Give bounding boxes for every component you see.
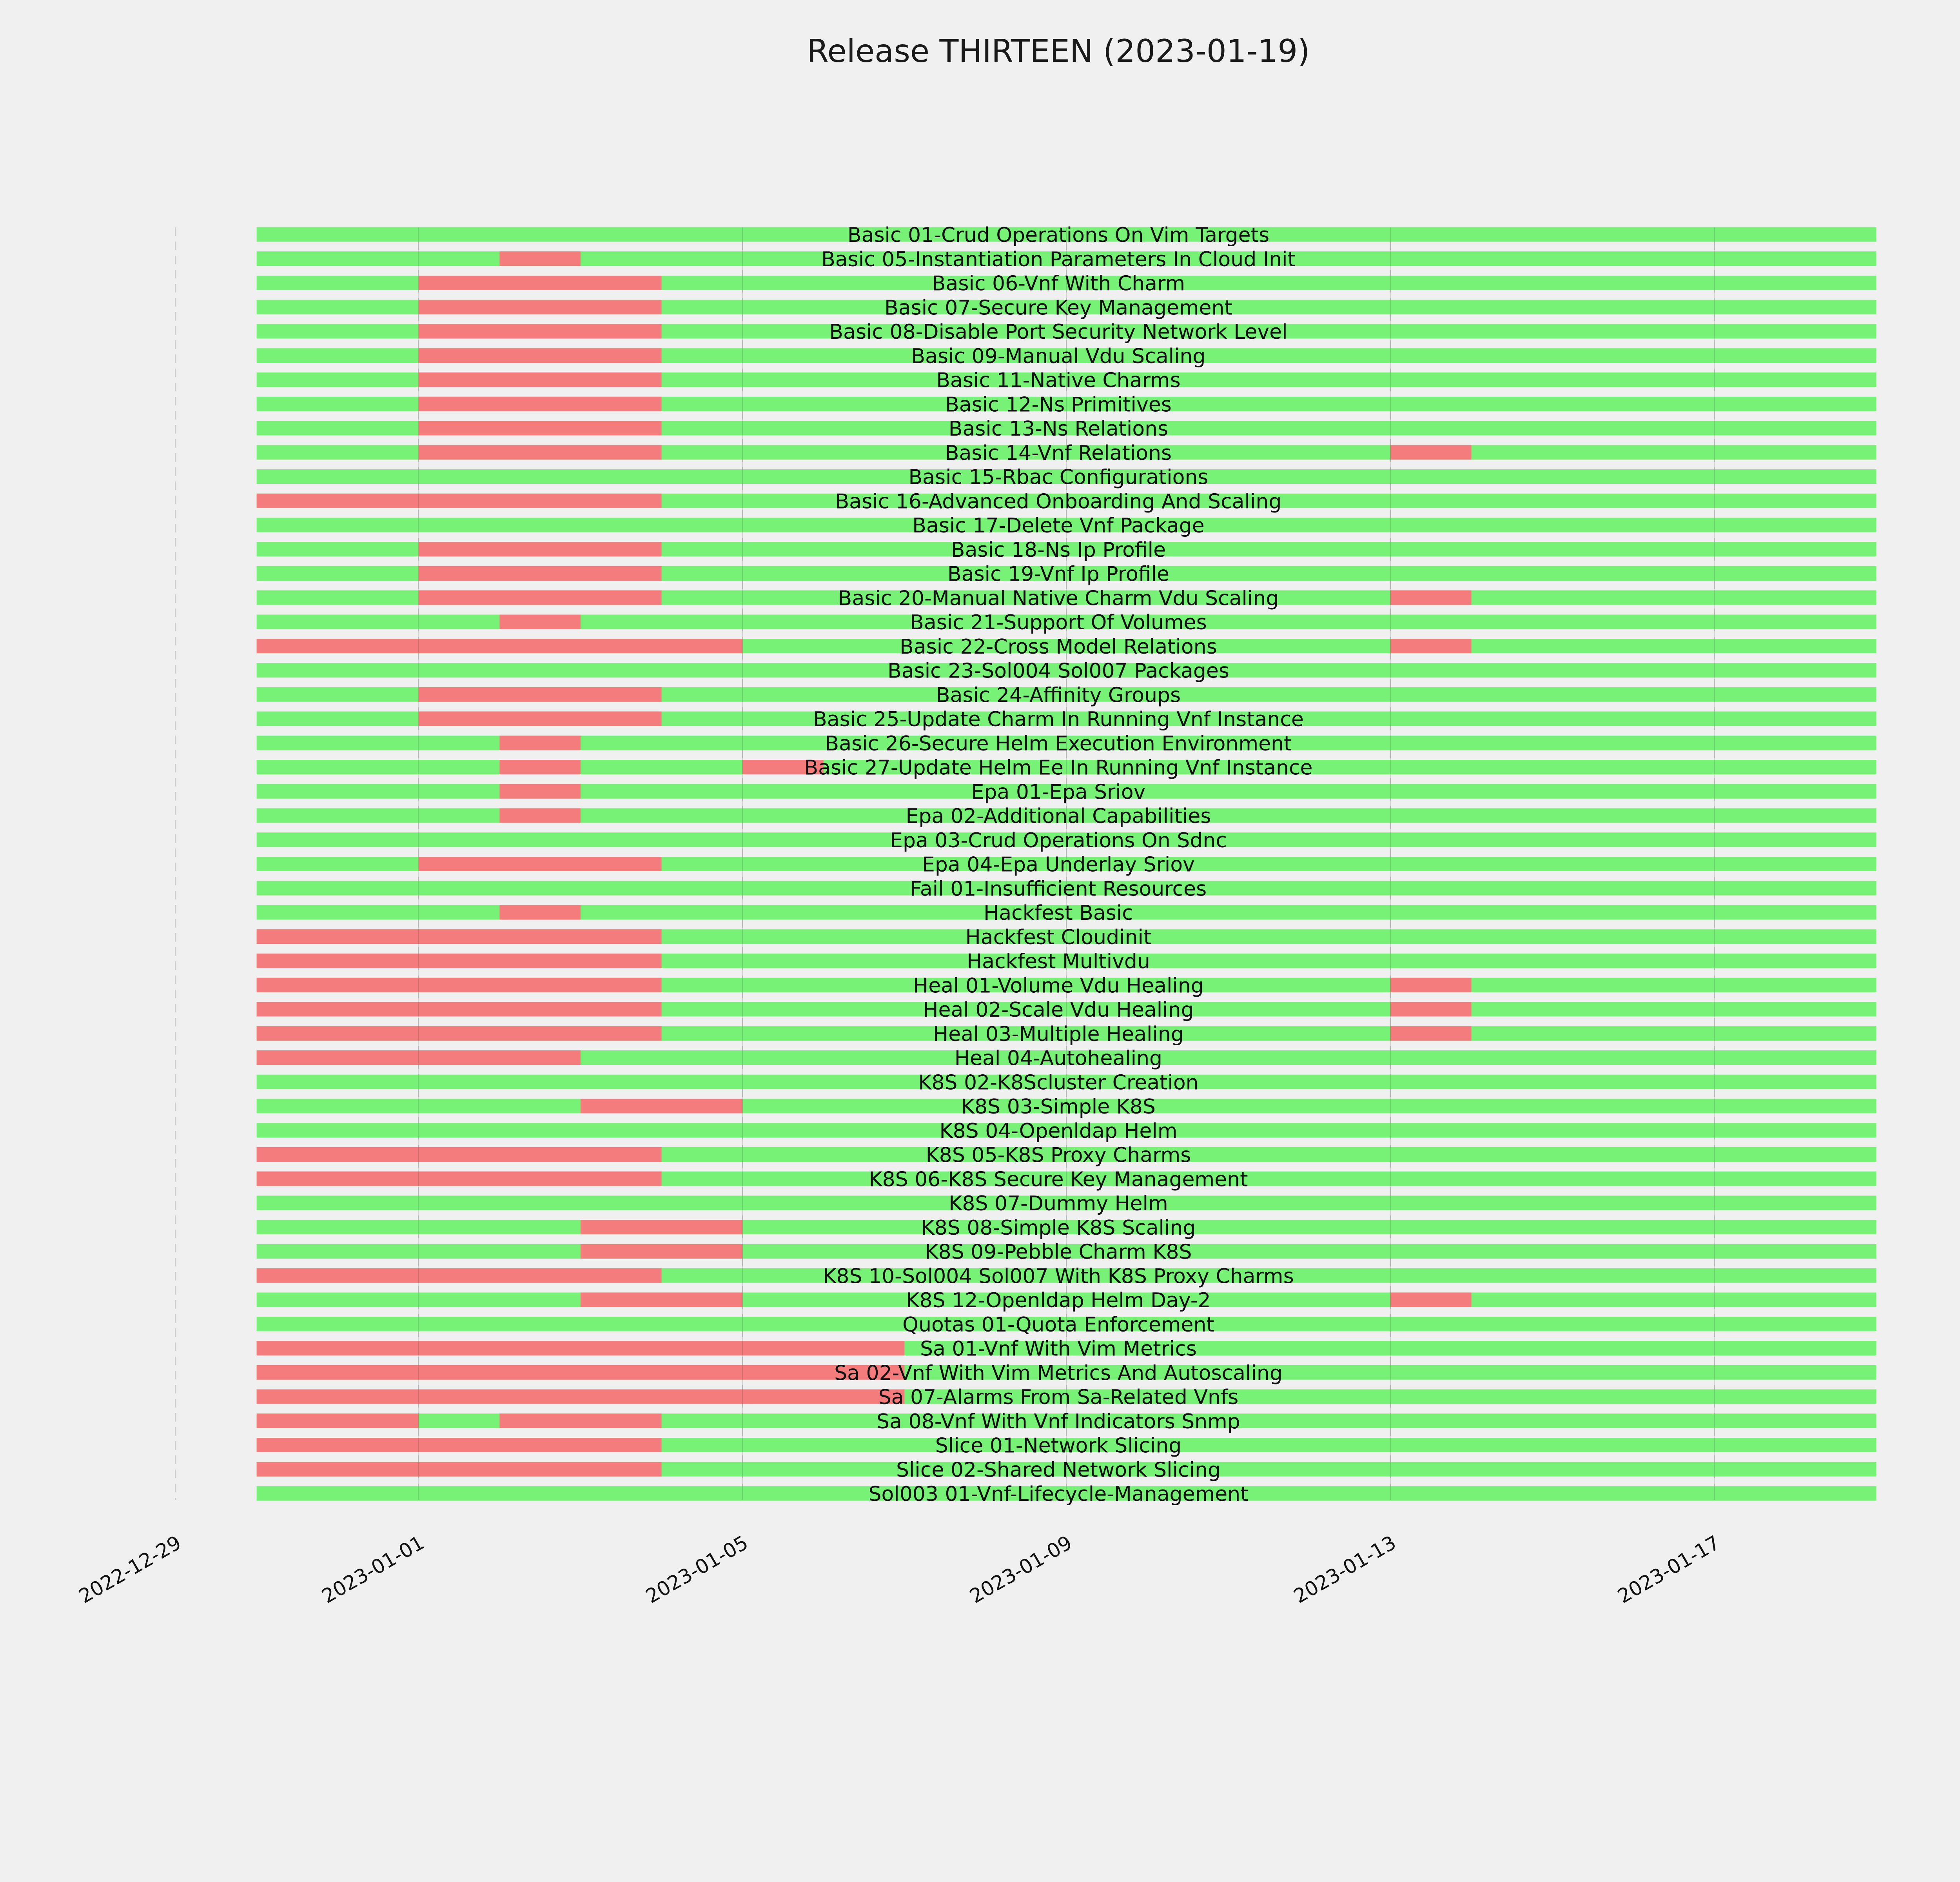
fail-bar (257, 978, 662, 992)
row-label: Basic 01-Crud Operations On Vim Targets (847, 223, 1270, 247)
fail-bar (419, 445, 662, 460)
fail-bar (499, 784, 581, 799)
fail-bar (257, 639, 743, 653)
fail-bar (1390, 590, 1472, 605)
x-tick-label: 2023-01-17 (1613, 1531, 1724, 1608)
row-label: Basic 21-Support Of Volumes (910, 611, 1207, 634)
fail-bar (257, 1341, 905, 1355)
row-label: Basic 15-Rbac Configurations (908, 465, 1209, 489)
row-label: Hackfest Basic (984, 901, 1133, 925)
fail-bar (581, 1293, 742, 1307)
fail-bar (1390, 639, 1472, 653)
fail-bar (257, 954, 662, 968)
x-tick-label: 2023-01-01 (318, 1531, 428, 1608)
row-label: Sa 07-Alarms From Sa-Related Vnfs (878, 1386, 1239, 1409)
fail-bar (257, 494, 662, 508)
row-label: Basic 27-Update Helm Ee In Running Vnf Instance (804, 756, 1313, 780)
fail-bar (499, 615, 581, 629)
row-label: Basic 22-Cross Model Relations (900, 635, 1217, 659)
row-label: K8S 10-Sol004 Sol007 With K8S Proxy Charms (823, 1264, 1294, 1288)
fail-bar (257, 1413, 419, 1428)
row-label: Sa 01-Vnf With Vim Metrics (920, 1337, 1197, 1361)
fail-bar (419, 590, 662, 605)
row-label: Hackfest Multivdu (967, 950, 1150, 974)
row-label: Heal 01-Volume Vdu Healing (913, 974, 1204, 998)
row-label: Basic 25-Update Charm In Running Vnf Instance (813, 708, 1304, 731)
row-label: Basic 11-Native Charms (936, 369, 1181, 392)
row-label: Basic 14-Vnf Relations (945, 441, 1172, 465)
fail-bar (257, 1172, 662, 1186)
row-label: K8S 09-Pebble Charm K8S (925, 1240, 1192, 1264)
fail-bar (499, 1413, 661, 1428)
fail-bar (499, 251, 581, 266)
chart-title: Release THIRTEEN (2023-01-19) (807, 33, 1310, 69)
fail-bar (257, 1268, 662, 1283)
row-label: Slice 02-Shared Network Slicing (896, 1458, 1221, 1482)
row-label: Basic 19-Vnf Ip Profile (947, 562, 1170, 586)
fail-bar (419, 276, 662, 290)
fail-bar (257, 1390, 905, 1404)
fail-bar (419, 397, 662, 411)
fail-bar (1390, 1026, 1472, 1041)
row-label: K8S 07-Dummy Helm (949, 1192, 1168, 1215)
fail-bar (419, 372, 662, 387)
fail-bar (1390, 978, 1472, 992)
fail-bar (419, 348, 662, 363)
fail-bar (419, 421, 662, 436)
fail-bar (419, 566, 662, 581)
row-label: Basic 17-Delete Vnf Package (912, 514, 1205, 538)
fail-bar (419, 300, 662, 314)
fail-bar (419, 712, 662, 726)
row-label: K8S 02-K8Scluster Creation (918, 1071, 1199, 1095)
row-label: Basic 26-Secure Helm Execution Environment (825, 732, 1292, 756)
row-label: Basic 09-Manual Vdu Scaling (911, 344, 1206, 368)
fail-bar (419, 857, 662, 871)
fail-bar (581, 1099, 742, 1114)
row-label: Basic 18-Ns Ip Profile (951, 538, 1166, 562)
fail-bar (257, 1147, 662, 1162)
row-label: K8S 06-K8S Secure Key Management (869, 1168, 1248, 1192)
fail-bar (499, 736, 581, 750)
fail-bar (257, 929, 662, 944)
row-label: Quotas 01-Quota Enforcement (902, 1313, 1214, 1337)
row-label: K8S 04-Openldap Helm (939, 1119, 1178, 1143)
row-label: Basic 24-Affinity Groups (936, 683, 1181, 707)
row-label: Sol003 01-Vnf-Lifecycle-Management (868, 1482, 1249, 1506)
row-label: K8S 08-Simple K8S Scaling (921, 1216, 1196, 1240)
row-label: Heal 04-Autohealing (954, 1046, 1163, 1070)
row-label: Sa 08-Vnf With Vnf Indicators Snmp (877, 1410, 1240, 1433)
fail-bar (1390, 1002, 1472, 1017)
row-label: Slice 01-Network Slicing (935, 1434, 1182, 1458)
fail-bar (499, 760, 581, 774)
fail-bar (419, 324, 662, 339)
fail-bar (257, 1365, 905, 1380)
fail-bar (257, 1438, 662, 1452)
row-label: Basic 12-Ns Primitives (945, 393, 1172, 417)
fail-bar (257, 1002, 662, 1017)
row-label: Hackfest Cloudinit (965, 925, 1152, 949)
row-label: Basic 06-Vnf With Charm (931, 272, 1185, 296)
x-tick-label: 2023-01-13 (1290, 1531, 1400, 1608)
fail-bar (581, 1220, 742, 1234)
row-label: Basic 16-Advanced Onboarding And Scaling (835, 490, 1282, 514)
x-tick-label: 2023-01-09 (965, 1531, 1076, 1608)
row-label: Basic 05-Instantiation Parameters In Cloud Init (821, 247, 1296, 271)
fail-bar (257, 1026, 662, 1041)
x-tick-label: 2022-12-29 (75, 1531, 185, 1608)
row-label: Epa 01-Epa Sriov (971, 780, 1146, 804)
row-label: Sa 02-Vnf With Vim Metrics And Autoscaling (834, 1361, 1283, 1385)
fail-bar (257, 1462, 662, 1477)
row-label: Basic 23-Sol004 Sol007 Packages (887, 659, 1229, 683)
row-label: Basic 13-Ns Relations (948, 417, 1169, 441)
row-label: Heal 03-Multiple Healing (933, 1022, 1184, 1046)
fail-bar (1390, 1293, 1472, 1307)
fail-bar (499, 808, 581, 823)
row-label: Fail 01-Insufficient Resources (910, 877, 1207, 901)
fail-bar (581, 1244, 742, 1259)
row-label: Epa 03-Crud Operations On Sdnc (890, 828, 1227, 852)
row-label: K8S 03-Simple K8S (961, 1095, 1156, 1119)
row-label: K8S 05-K8S Proxy Charms (926, 1143, 1191, 1167)
fail-bar (499, 905, 581, 920)
row-label: Basic 07-Secure Key Management (884, 296, 1232, 320)
fail-bar (419, 687, 662, 702)
row-label: Epa 02-Additional Capabilities (906, 805, 1211, 828)
row-label: K8S 12-Openldap Helm Day-2 (906, 1289, 1211, 1312)
fail-bar (419, 542, 662, 556)
x-tick-label: 2023-01-05 (642, 1531, 752, 1608)
row-label: Epa 04-Epa Underlay Sriov (922, 853, 1195, 877)
row-label: Basic 20-Manual Native Charm Vdu Scaling (838, 587, 1279, 610)
row-label: Heal 02-Scale Vdu Healing (923, 998, 1194, 1022)
row-label: Basic 08-Disable Port Security Network Level (829, 320, 1288, 344)
fail-bar (1390, 445, 1472, 460)
